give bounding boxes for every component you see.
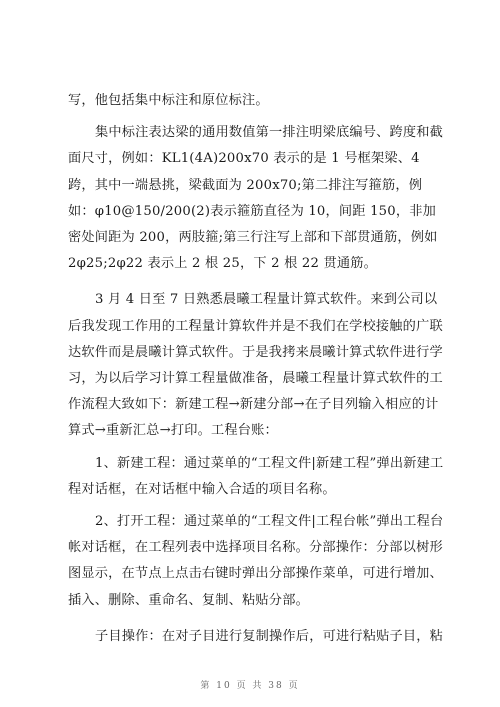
paragraph-open-project: 2、打开工程：通过菜单的“工程文件|工程台帐”弹出工程台帐对话框，在工程列表中选择项目名称。分部操作：分部以树形图显示，在节点上点击右键时弹出分部操作菜单，可进行增加、插入、删除、重命名、复制、粘贴分部。 xyxy=(68,514,444,608)
paragraph-item-operation: 子目操作：在对子目进行复制操作后，可进行粘贴子目，粘 xyxy=(95,628,444,644)
page-body xyxy=(68,88,448,650)
paragraph-continuation: 写，他包括集中标注和原位标注。 xyxy=(68,93,269,108)
paragraph-beam-annotation: 集中标注表达梁的通用数值第一排注明梁底编号、跨度和截面尺寸，例如：KL1(4A)200x70 表示的是 1 号框架梁、4 跨，其中一端悬挑，梁截面为 200x70;第二排注写箍筋，例如：φ10@150/200(2)表示箍筋直径为 10，间距 150，非加密处间距为 200，两肢箍;第三行注写上部和下部贯通筋，例如 2φ25;2φ22 表示上 2 根 25，下 2 根 22 贯通筋。 xyxy=(68,125,444,272)
paragraph-software-intro: 3 月 4 日至 7 日熟悉晨曦工程量计算式软件。来到公司以后我发现工作用的工程量计算软件并是不我们在学校接触的广联达软件而是晨曦计算式软件。于是我拷来晨曦计算式软件进行学习，为以后学习计算工程量做准备，晨曦工程量计算式软件的工作流程大致如下：新建工程→新建分部→在子目列输入相应的计算式→重新汇总→打印。工程台账： xyxy=(68,292,443,439)
paragraph-new-project: 1、新建工程：通过菜单的“工程文件|新建工程”弹出新建工程对话框，在对话框中输入合适的项目名称。 xyxy=(68,455,444,497)
page-number-footer: 第 10 页 共 38 页 xyxy=(200,681,300,691)
